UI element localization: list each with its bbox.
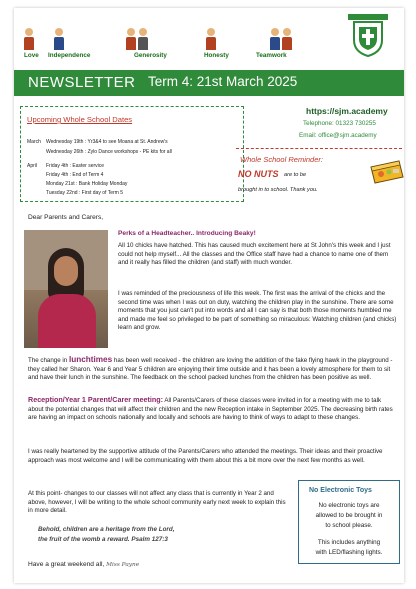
perks-heading: Perks of a Headteacher.. Introducing Beaky! [118, 230, 256, 237]
newsletter-term-date: Term 4: 21st March 2025 [148, 74, 298, 89]
child-figure-icon [206, 28, 216, 50]
child-figure-icon [138, 28, 148, 50]
value-honesty: Honesty [204, 52, 229, 59]
reception-paragraph [28, 396, 398, 423]
reception-heading: Reception/Year 1 Parent/Carer meeting: [28, 395, 164, 404]
date-item: Friday 4th : Easter service [46, 163, 105, 169]
perks-paragraph-2: I was reminded of the preciousness of life this week. The first was the arrival of the chicks and the second time was when I was out on duty, watching the children play in the sunshine. There are some moments that you just can't put into words and all I can say is that both those moments humbled me and made me feel so privileged to be part of something so miraculous: Watching children (and chicks) learn and grow. [118, 290, 397, 332]
date-item: Monday 21st : Bank Holiday Monday [46, 181, 128, 187]
no-electronic-toys-box [298, 480, 400, 564]
date-month: March [27, 139, 41, 145]
value-generosity: Generosity [134, 52, 167, 59]
upcoming-dates-box [20, 106, 244, 202]
psalm-quote-line-1: Behold, children are a heritage from the Lord, [38, 526, 175, 533]
newsletter-title: NEWSLETTER [28, 74, 136, 91]
lunchbox-icon [369, 157, 404, 185]
child-figure-icon [126, 28, 136, 50]
psalm-quote-line-2: the fruit of the womb a reward. Psalm 127:3 [38, 536, 168, 543]
toys-line: This includes anything [317, 539, 381, 546]
greeting: Dear Parents and Carers, [28, 214, 104, 221]
child-figure-icon [24, 28, 34, 50]
reminder-line: brought in to school. Thank you. [238, 187, 318, 193]
school-values-strip [24, 28, 344, 70]
toys-line: to school please. [325, 522, 373, 529]
date-item: Tuesday 22nd : First day of Term 5 [46, 190, 123, 196]
newsletter-banner [14, 70, 404, 96]
toys-line: No electronic toys are [318, 502, 380, 509]
child-figure-icon [270, 28, 280, 50]
value-love: Love [24, 52, 39, 59]
date-month: April [27, 163, 38, 169]
whole-school-reminder [236, 148, 402, 201]
date-item: Friday 4th : End of Term 4 [46, 172, 104, 178]
support-paragraph: I was really heartened by the supportive attitude of the Parents/Carers who attended the meetings. Their ideas and their proactive approach was most welcome and I will be communicating with them about this a bit more over the next few months as well. [28, 448, 383, 464]
signature: Miss Payne [106, 562, 140, 568]
school-website-link[interactable]: https://sjm.academy [306, 106, 388, 116]
value-independence: Independence [48, 52, 91, 59]
upcoming-dates-heading: Upcoming Whole School Dates [27, 115, 133, 124]
school-email-link[interactable]: Email: office@sjm.academy [299, 132, 377, 139]
perks-paragraph-1: All 10 chicks have hatched. This has caused much excitement here at St John's this week and I just could not help myself... All the classes and the Office staff have had a chance to name one of them and it really has filled the children (and staff) with much wonder. [118, 242, 391, 267]
reminder-no-nuts: NO NUTS [238, 169, 279, 179]
child-figure-icon [54, 28, 64, 50]
lunchtimes-paragraph [28, 356, 398, 383]
reminder-are-text: are to be [284, 172, 307, 178]
school-crest-logo [348, 14, 388, 58]
date-item: Wednesday 26th : Zylo Dance workshops - PE kits for all [46, 149, 172, 155]
reception-text: All Parents/Carers of these classes were invited in for a meeting with me to talk about the potential changes that will affect their children and the new Reception intake in September 2025. The decreasing birth rates are having an impact on schools nationally and locally and schools are having to think of ways to adapt to these changes. [28, 397, 393, 422]
classes-paragraph: At this point- changes to our classes will not affect any class that is currently in Year 2 and above, however, I will be writing to the whole school community early next week to explain this in more detail. [28, 490, 286, 515]
reminder-heading: Whole School Reminder: [240, 155, 323, 164]
signoff-text: Have a great weekend all, [28, 561, 105, 568]
value-teamwork: Teamwork [256, 52, 287, 59]
toys-line: with LED/flashing lights. [315, 549, 383, 556]
signoff [28, 561, 139, 568]
date-item: Wednesday 19th : Yr3&4 to see Moana at St. Andrew's [46, 139, 168, 145]
lunch-text: has been well received - the children are loving the addition of the fake flying hawk in the playground - they called her Sharon. Year 6 and Year 5 children are enjoying their time outside and it has been a lovely atmosphere for them to sit and have their lunch in the sunshine. The feedback on the school packed lunches from the children has been positive as well. [28, 357, 393, 382]
child-figure-icon [282, 28, 292, 50]
school-telephone: Telephone: 01323 730255 [303, 120, 376, 127]
newsletter-page [14, 8, 404, 583]
lunch-pre: The change in [28, 357, 69, 364]
lunchtimes-highlight: lunchtimes [68, 355, 113, 364]
toys-line: allowed to be brought in [315, 512, 383, 519]
headteacher-photo [24, 230, 108, 348]
toys-heading: No Electronic Toys [309, 487, 372, 494]
